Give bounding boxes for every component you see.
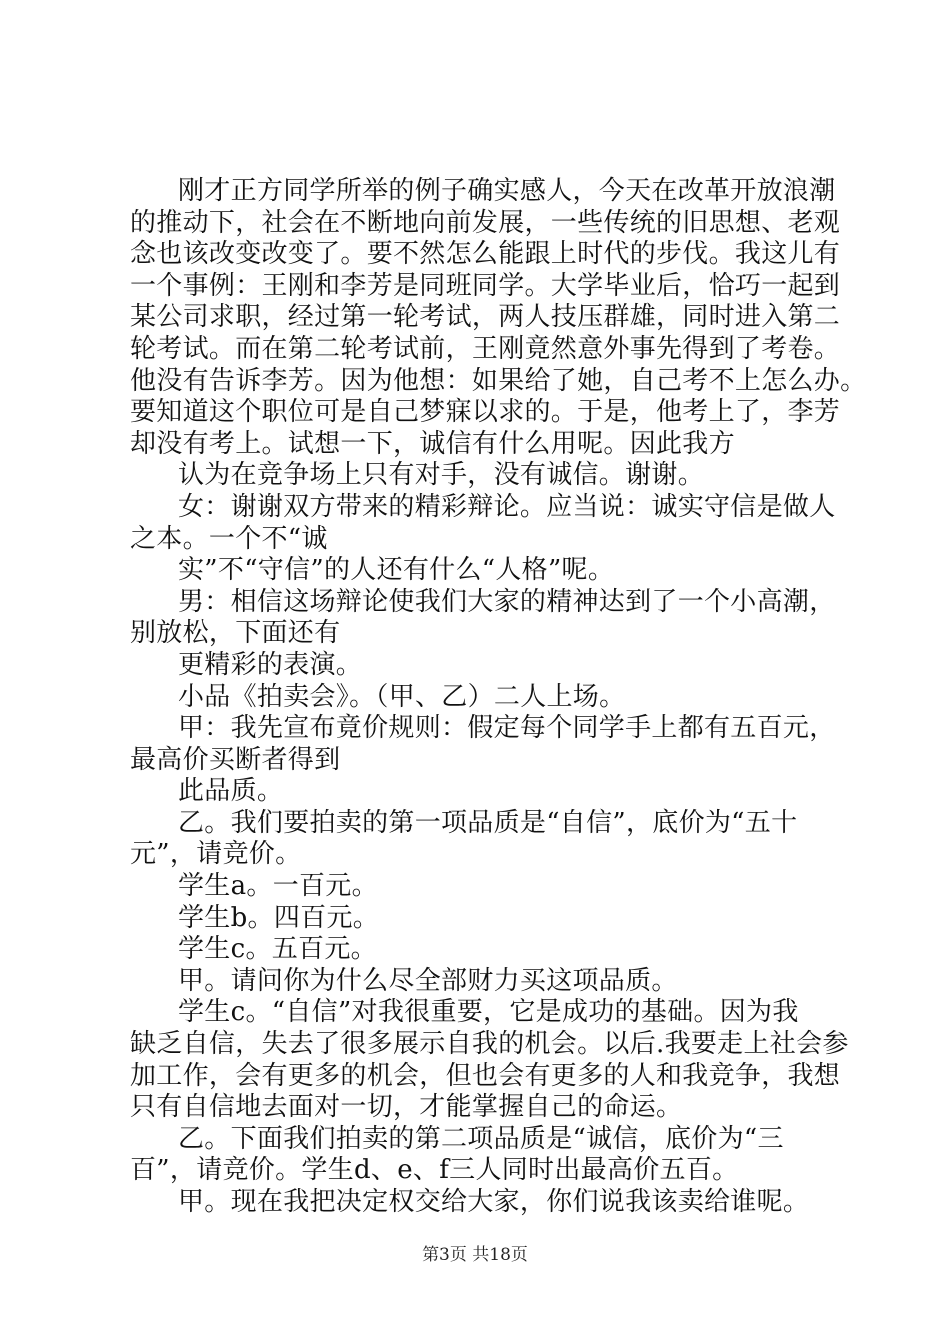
document-body xyxy=(130,176,867,1219)
text-line: 最高价买断者得到 xyxy=(130,744,341,775)
text-line: 乙。我们要拍卖的第一项品质是“自信”，底价为“五十 xyxy=(178,807,798,838)
text-line: 要知道这个职位可是自己梦寐以求的。于是，他考上了，李芳 xyxy=(130,397,841,428)
text-line: 学生a。一百元。 xyxy=(178,871,378,902)
text-line: 男：相信这场辩论使我们大家的精神达到了一个小高潮， xyxy=(178,586,836,617)
text-line: 的推动下，社会在不断地向前发展，一些传统的旧思想、老观 xyxy=(130,207,841,238)
text-line: 认为在竞争场上只有对手，没有诚信。谢谢。 xyxy=(178,460,705,491)
text-line: 只有自信地去面对一切，才能掌握自己的命运。 xyxy=(130,1092,683,1123)
text-line: 更精彩的表演。 xyxy=(178,649,363,680)
text-line: 刚才正方同学所举的例子确实感人，今天在改革开放浪潮 xyxy=(178,176,836,206)
text-line: 他没有告诉李芳。因为他想：如果给了她，自己考不上怎么办。 xyxy=(130,365,867,396)
text-line: 却没有考上。试想一下，诚信有什么用呢。因此我方 xyxy=(130,428,735,459)
page-footer: 第3页 共18页 xyxy=(422,1245,528,1265)
text-line: 小品《拍卖会》。（甲、乙）二人上场。 xyxy=(178,681,626,712)
text-line: 轮考试。而在第二轮考试前，王刚竟然意外事先得到了考卷。 xyxy=(130,333,841,364)
text-line: 念也该改变改变了。要不然怎么能跟上时代的步伐。我这儿有 xyxy=(130,239,841,270)
text-line: 此品质。 xyxy=(178,776,284,807)
text-line: 某公司求职，经过第一轮考试，两人技压群雄，同时进入第二 xyxy=(130,302,841,333)
text-line: 缺乏自信，失去了很多展示自我的机会。以后.我要走上社会参 xyxy=(130,1029,849,1060)
text-line: 一个事例：王刚和李芳是同班同学。大学毕业后，恰巧一起到 xyxy=(130,270,841,301)
text-line: 甲。请问你为什么尽全部财力买这项品质。 xyxy=(178,965,678,996)
text-line: 实”不“守信”的人还有什么“人格”呢。 xyxy=(178,555,615,586)
text-line: 加工作，会有更多的机会，但也会有更多的人和我竞争，我想 xyxy=(130,1060,841,1091)
text-line: 乙。下面我们拍卖的第二项品质是“诚信，底价为“三 xyxy=(178,1123,784,1154)
text-line: 甲：我先宣布竟价规则：假定每个同学手上都有五百元， xyxy=(178,713,836,744)
text-line: 之本。一个不“诚 xyxy=(130,523,328,554)
text-line: 元”，请竞价。 xyxy=(130,839,302,870)
text-line: 学生c。“自信”对我很重要，它是成功的基础。因为我 xyxy=(178,997,799,1028)
text-line: 百”，请竞价。学生d、e、f三人同时出最高价五百。 xyxy=(130,1155,739,1186)
text-line: 学生b。四百元。 xyxy=(178,902,380,933)
text-line: 别放松，下面还有 xyxy=(130,618,341,649)
text-line: 甲。现在我把决定权交给大家，你们说我该卖给谁呢。 xyxy=(178,1187,810,1217)
text-line: 学生c。五百元。 xyxy=(178,934,377,965)
text-line: 女：谢谢双方带来的精彩辩论。应当说：诚实守信是做人 xyxy=(178,491,836,522)
